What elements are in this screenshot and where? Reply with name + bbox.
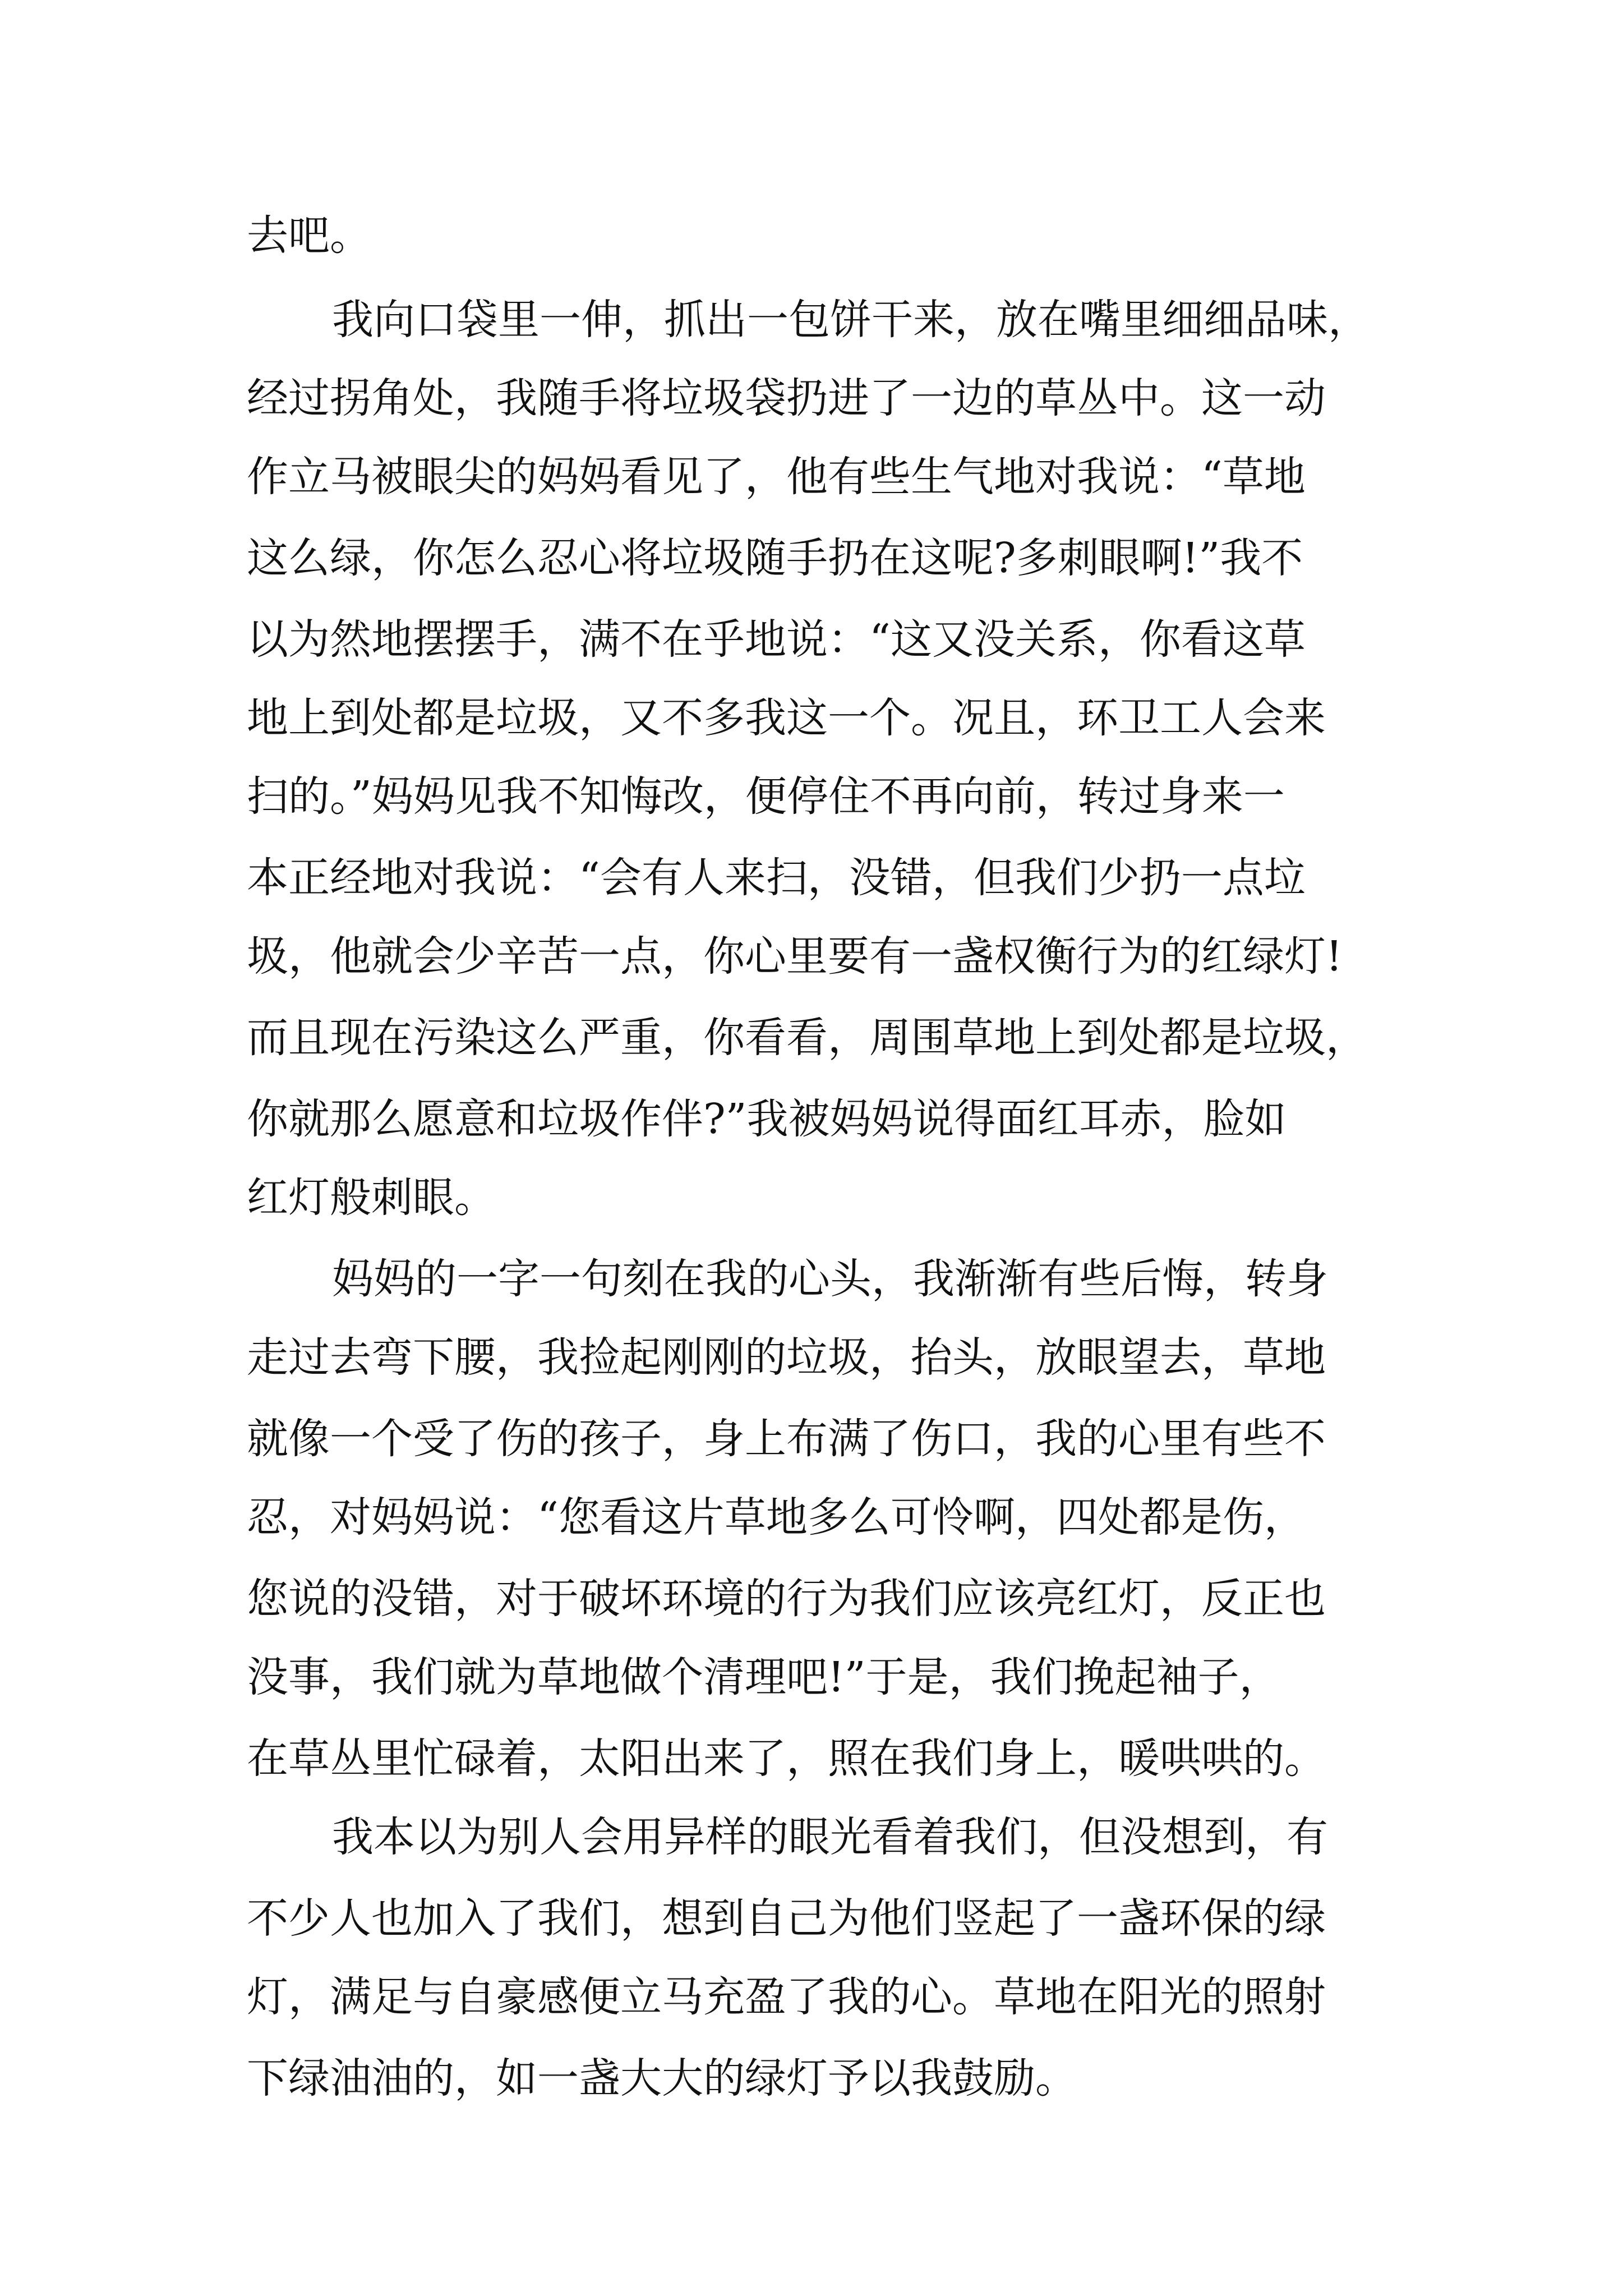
- text-line: 不少人也加入了我们，想到自己为他们竖起了一盏环保的绿: [247, 1894, 1326, 1943]
- text-line: 忍，对妈妈说：“您看这片草地多么可怜啊，四处都是伤，: [247, 1493, 1306, 1542]
- text-line: 走过去弯下腰，我捡起刚刚的垃圾，抬头，放眼望去，草地: [247, 1333, 1326, 1382]
- text-line: 圾，他就会少辛苦一点，你心里要有一盏权衡行为的红绿灯!: [247, 932, 1343, 981]
- text-line: 这么绿，你怎么忍心将垃圾随手扔在这呢?多刺眼啊!”我不: [247, 534, 1303, 582]
- text-line: 地上到处都是垃圾，又不多我这一个。况且，环卫工人会来: [247, 694, 1326, 742]
- text-line: 您说的没错，对于破坏环境的行为我们应该亮红灯，反正也: [247, 1575, 1326, 1623]
- text-line: 以为然地摆摆手，满不在乎地说：“这又没关系，你看这草: [247, 615, 1306, 664]
- text-line: 而且现在污染这么严重，你看看，周围草地上到处都是垃圾，: [247, 1014, 1367, 1062]
- text-line: 我向口袋里一伸，抓出一包饼干来，放在嘴里细细品味，: [332, 296, 1370, 344]
- text-line: 我本以为别人会用异样的眼光看着我们，但没想到，有: [332, 1813, 1328, 1861]
- text-line: 经过拐角处，我随手将垃圾袋扔进了一边的草丛中。这一动: [247, 374, 1326, 422]
- text-line: 扫的。”妈妈见我不知悔改，便停住不再向前，转过身来一: [247, 772, 1285, 821]
- text-line: 在草丛里忙碌着，太阳出来了，照在我们身上，暖哄哄的。: [247, 1734, 1326, 1783]
- text-line: 去吧。: [247, 211, 371, 260]
- text-line: 作立马被眼尖的妈妈看见了，他有些生气地对我说：“草地: [247, 453, 1306, 501]
- text-line: 你就那么愿意和垃圾作伴?”我被妈妈说得面红耳赤，脸如: [247, 1095, 1287, 1143]
- text-line: 就像一个受了伤的孩子，身上布满了伤口，我的心里有些不: [247, 1415, 1326, 1463]
- text-line: 没事，我们就为草地做个清理吧!”于是，我们挽起袖子，: [247, 1653, 1281, 1701]
- text-line: 妈妈的一字一句刻在我的心头，我渐渐有些后悔，转身: [332, 1255, 1328, 1303]
- text-line: 本正经地对我说：“会有人来扫，没错，但我们少扔一点垃: [247, 854, 1306, 902]
- text-line: 灯，满足与自豪感便立马充盈了我的心。草地在阳光的照射: [247, 1973, 1326, 2021]
- text-line: 红灯般刺眼。: [247, 1174, 496, 1222]
- text-line: 下绿油油的，如一盏大大的绿灯予以我鼓励。: [247, 2054, 1077, 2102]
